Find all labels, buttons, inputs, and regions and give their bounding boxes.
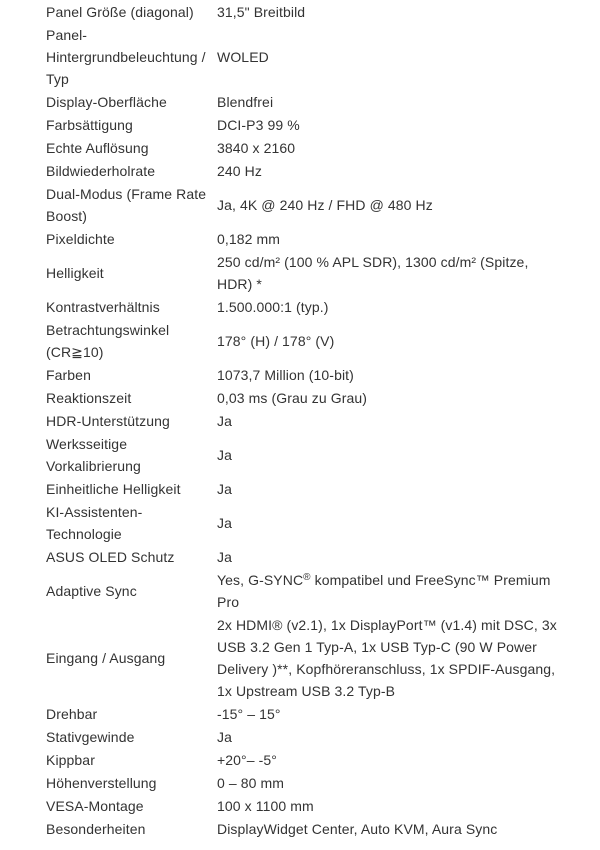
spec-value: Ja	[217, 446, 232, 463]
spec-row	[46, 227, 566, 250]
spec-row	[46, 23, 566, 90]
spec-label: Panel-Hintergrundbeleuchtung / Typ	[46, 26, 206, 87]
spec-value: 100 x 1100 mm	[217, 797, 314, 814]
spec-value: 250 cd/m² (100 % APL SDR), 1300 cd/m² (Spitze, HDR) *	[217, 253, 529, 292]
spec-row	[46, 748, 566, 771]
spec-row	[46, 409, 566, 432]
spec-label: Dual-Modus (Frame Rate Boost)	[46, 185, 207, 224]
spec-row	[46, 771, 566, 794]
spec-value: 0 – 80 mm	[217, 774, 285, 791]
spec-value: DCI-P3 99 %	[217, 116, 300, 133]
spec-row	[46, 250, 566, 295]
spec-value: 31,5" Breitbild	[217, 3, 306, 20]
spec-value: Ja, 4K @ 240 Hz / FHD @ 480 Hz	[217, 196, 433, 213]
spec-value	[217, 568, 566, 613]
spec-table	[46, 0, 566, 840]
spec-label: Kippbar	[46, 751, 95, 768]
spec-row	[46, 0, 566, 23]
spec-value: Ja	[217, 412, 232, 429]
spec-label: Farben	[46, 366, 91, 383]
spec-row	[46, 295, 566, 318]
spec-value: Ja	[217, 514, 232, 531]
spec-row	[46, 817, 566, 840]
spec-value: Ja	[217, 548, 232, 565]
spec-row	[46, 432, 566, 477]
spec-value: +20°– -5°	[217, 751, 277, 768]
spec-value: 0,182 mm	[217, 230, 281, 247]
spec-row	[46, 500, 566, 545]
spec-value: DisplayWidget Center, Auto KVM, Aura Sync	[217, 820, 498, 837]
spec-label: Adaptive Sync	[46, 582, 137, 599]
spec-row	[46, 702, 566, 725]
spec-label: Kontrastverhältnis	[46, 298, 160, 315]
spec-value: 1.500.000:1 (typ.)	[217, 298, 329, 315]
spec-row	[46, 794, 566, 817]
registered-mark: ®	[303, 571, 311, 583]
spec-label: Besonderheiten	[46, 820, 146, 837]
spec-value: 240 Hz	[217, 162, 262, 179]
spec-label: Echte Auflösung	[46, 139, 149, 156]
spec-value-text: kompatibel und FreeSync™ Premium Pro	[217, 571, 551, 610]
spec-label: Werksseitige Vorkalibrierung	[46, 435, 141, 474]
spec-label: Helligkeit	[46, 264, 104, 281]
spec-value: -15° – 15°	[217, 705, 281, 722]
spec-label: Panel Größe (diagonal)	[46, 3, 194, 20]
spec-label: Einheitliche Helligkeit	[46, 480, 181, 497]
spec-row	[46, 136, 566, 159]
spec-value: 178° (H) / 178° (V)	[217, 332, 335, 349]
spec-label: Drehbar	[46, 705, 98, 722]
spec-label: KI-Assistenten-Technologie	[46, 503, 143, 542]
spec-label: Display-Oberfläche	[46, 93, 167, 110]
spec-value: WOLED	[217, 48, 269, 65]
spec-value: Ja	[217, 480, 232, 497]
spec-label: Pixeldichte	[46, 230, 115, 247]
spec-label: Stativgewinde	[46, 728, 135, 745]
spec-value-text: Yes, G-SYNC	[217, 571, 304, 588]
spec-row	[46, 90, 566, 113]
spec-row	[46, 113, 566, 136]
spec-label: VESA-Montage	[46, 797, 144, 814]
spec-row	[46, 613, 566, 702]
spec-value: Blendfrei	[217, 93, 274, 110]
spec-value: 2x HDMI® (v2.1), 1x DisplayPort™ (v1.4) mit DSC, 3x USB 3.2 Gen 1 Typ-A, 1x USB Typ-C (90 W Power Delivery )**, Kopfhöreranschluss, 1x SPDIF-Ausgang, 1x Upstream USB 3.2 Typ-B	[217, 616, 557, 699]
spec-value: 0,03 ms (Grau zu Grau)	[217, 389, 368, 406]
spec-row	[46, 182, 566, 227]
spec-label: HDR-Unterstützung	[46, 412, 170, 429]
spec-label: Reaktionszeit	[46, 389, 132, 406]
spec-row	[46, 725, 566, 748]
spec-label: Bildwiederholrate	[46, 162, 156, 179]
spec-label: Betrachtungswinkel (CR≧10)	[46, 321, 170, 360]
spec-value: Ja	[217, 728, 232, 745]
spec-row	[46, 568, 566, 613]
spec-label: Eingang / Ausgang	[46, 649, 166, 666]
spec-row	[46, 386, 566, 409]
spec-value: 3840 x 2160	[217, 139, 296, 156]
spec-row	[46, 318, 566, 363]
spec-row	[46, 545, 566, 568]
spec-row	[46, 159, 566, 182]
spec-label: ASUS OLED Schutz	[46, 548, 175, 565]
spec-label: Farbsättigung	[46, 116, 133, 133]
spec-row	[46, 363, 566, 386]
spec-label: Höhenverstellung	[46, 774, 157, 791]
spec-value: 1073,7 Million (10-bit)	[217, 366, 354, 383]
spec-row	[46, 477, 566, 500]
